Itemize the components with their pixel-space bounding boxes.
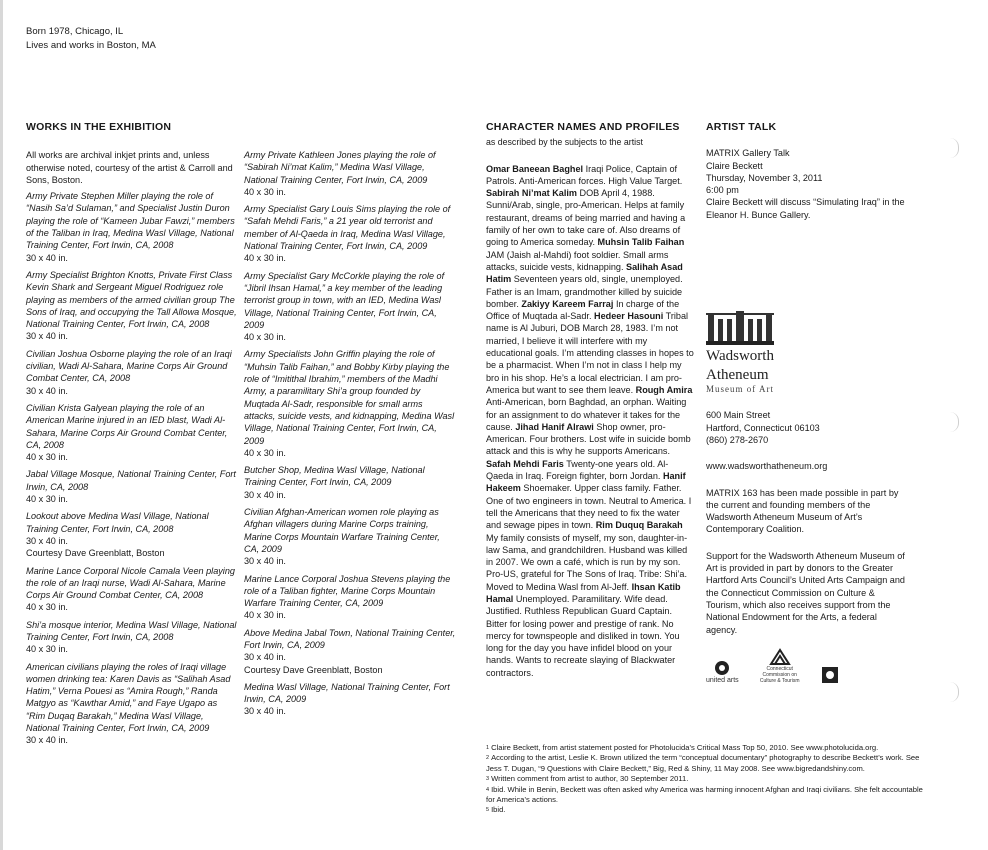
- work-dimensions: 30 x 40 in.: [26, 535, 68, 546]
- work-dimensions: 40 x 30 in.: [244, 186, 286, 197]
- work-dimensions: 40 x 30 in.: [244, 610, 286, 621]
- work-title: Civilian Joshua Osborne playing the role of an Iraqi civilian, Wadi Al-Sahara, Marine Corps Air Ground Combat Center, CA, 2008: [26, 348, 232, 384]
- works-list-2: [244, 149, 456, 718]
- address-line: (860) 278-2670: [706, 434, 769, 445]
- work-title: Army Specialists John Griffin playing the role of “Muhsin Talib Faihan,” and Bobby Kirby playing the role of “Imitithal Ibrahim,” members of the Madhi Army, a paramilitary Shi’a group founded by Muqtada Al-Sadr, responsible for small arms attacks, suicide vests, and kidnapping, Medina Wasl Village, National Training Center, Fort Irwin, CA, 2009: [244, 349, 455, 446]
- character-description: Tribal name is Al Juburi, DOB March 28, 1983. I’m not married, I believe it will interfere with my educational goals. I’m attending classes in hopes to be a pharmacist. When I’m not in class I help my bro in his shop. He’s a local electrician. I am pro-America but want to see them leave.: [486, 311, 694, 395]
- character-description: Seventeen years old, single, unemployed. Father is an Imam, grandmother killed by suicide bomber.: [486, 274, 683, 309]
- work-entry: [244, 203, 456, 264]
- work-title: Marine Lance Corporal Nicole Camala Veen playing the role of an Iraqi nurse, Wadi Al-Sahara, Marine Corps Air Ground Combat Center, CA, 2008: [26, 565, 235, 601]
- character-description: Shop owner, pro-American. Four brothers. Lost wife in suicide bomb attack and this is why he supports Americans.: [486, 421, 691, 457]
- work-entry: [244, 573, 456, 622]
- nea-icon: [821, 666, 839, 684]
- work-credit: Courtesy Dave Greenblatt, Boston: [244, 664, 383, 675]
- work-title: Civilian Krista Galyean playing the role of an American Marine injured in an IED blast, Wadi Al-Sahara, Marine Corps Air Ground Combat Center, CA, 2008: [26, 402, 228, 450]
- artist-talk-details: [706, 147, 908, 221]
- character-description: My family consists of myself, my son, daughter-in-law Sama, and grandchildren. Husband was killed in 2007. We own a café, which is run by my son. Pro-US, grateful for The Sons of Iraq. Tribe: Shi’a. Moved to Medina Wasl from Al-Jeff.: [486, 532, 688, 592]
- bio-residence: Lives and works in Boston, MA: [26, 40, 156, 51]
- talk-line: 6:00 pm: [706, 185, 739, 196]
- binding-mark: [950, 682, 959, 702]
- character-description: Unemployed. Paramilitary. Wife dead. Justified. Ruthless Republican Guard Captain. Bitter for losing power and prestige of rank. No mercy for townspeople and disliked in town. You long for the day you have infidel blood on your hands. Wants to recreate slaying of Blackwater contractors.: [486, 593, 680, 678]
- characters-column: [486, 121, 694, 679]
- work-dimensions: 40 x 30 in.: [26, 644, 68, 655]
- matrix-credit: MATRIX 163 has been made possible in part by the current and founding members of the Wadsworth Atheneum Museum of Art’s Contemporary Coalition.: [706, 487, 899, 535]
- character-name: Hedeer Hasouni: [594, 311, 664, 322]
- work-entry: [26, 402, 238, 463]
- work-entry: [244, 464, 456, 501]
- artist-bio: [26, 25, 156, 53]
- work-dimensions: 40 x 30 in.: [26, 494, 68, 505]
- talk-line: Thursday, November 3, 2011: [706, 172, 823, 183]
- work-entry: [26, 468, 238, 505]
- work-entry: [26, 565, 238, 614]
- work-entry: [244, 348, 456, 459]
- work-entry: [26, 190, 238, 264]
- character-name: Safah Mehdi Faris: [486, 458, 564, 469]
- work-dimensions: 30 x 40 in.: [244, 489, 286, 500]
- footnote: $^5$ Ibid.: [486, 805, 506, 815]
- museum-address: [706, 409, 908, 446]
- character-name: Ihsan Katib Hamal: [486, 581, 681, 604]
- work-dimensions: 30 x 40 in.: [26, 252, 68, 263]
- work-title: Jabal Village Mosque, National Training Center, Fort Irwin, CA, 2008: [26, 469, 236, 492]
- work-title: American civilians playing the roles of Iraqi village women drinking tea: Karen Davis as “Salihah Asad Hatim,” Verna Pouesi as “Amira Rough,” Randa Matgyo as “Kawthar Amid,” and Faye Ugapo as “Rim Duqaq Barakah,” Medina Wasl Village, National Training Center, Fort Irwin, CA, 2009: [26, 661, 231, 734]
- work-credit: Courtesy Dave Greenblatt, Boston: [26, 548, 165, 559]
- footnote: $^4$ Ibid. While in Benin, Beckett was often asked why America was harming innocent Afghan and Iraqi civilians. She felt accountable for America’s actions.: [486, 784, 923, 805]
- character-description: Twenty-one years old. Al-Qaeda in Iraq. Foreign fighter, born Jordan.: [486, 458, 669, 482]
- nea-logo: [821, 666, 839, 684]
- character-name: Omar Baneean Baghel: [486, 163, 584, 174]
- work-title: Above Medina Jabal Town, National Training Center, Fort Irwin, CA, 2009: [244, 627, 456, 650]
- work-title: Army Specialist Gary Louis Sims playing the role of “Safah Mehdi Faris,” a 21 year old terrorist and member of Al-Qaeda in Iraq, Medina Wasl Village, National Training Center, Fort Irwin, CA, 2009: [244, 204, 451, 252]
- work-dimensions: 40 x 30 in.: [26, 452, 68, 463]
- character-name: Zakiyy Kareem Farraj: [521, 298, 614, 309]
- work-entry: [26, 661, 238, 747]
- cct-icon: [769, 648, 791, 666]
- work-dimensions: 40 x 30 in.: [26, 602, 68, 613]
- character-name: Rim Duquq Barakah: [595, 520, 683, 531]
- works-list-1: [26, 190, 238, 746]
- artist-talk-heading: ARTIST TALK: [706, 121, 777, 133]
- work-entry: [26, 348, 238, 397]
- work-title: Army Specialist Gary McCorkle playing the role of “Jibril Ihsan Hamal,” a key member of the leading terrorist group in town, with an IED, Medina Wasl Village, National Training Center, Fort Irwin, CA, 2009: [244, 270, 445, 330]
- character-description: JAM (Jaish al-Mahdi) foot soldier. Small arms attacks, suicide vests, kidnapping.: [486, 249, 669, 272]
- footnote: $^2$ According to the artist, Leslie K. Brown utilized the term “conceptual documentary” photography to describe Beckett’s work. See Jess T. Dugan, “9 Questions with Claire Beckett,” Big, Red & Shiny, 11 May 2008. See www.bigredandshiny.com.: [486, 753, 920, 773]
- works-column-2: [244, 149, 456, 723]
- talk-line: MATRIX Gallery Talk: [706, 148, 790, 159]
- address-line: 600 Main Street: [706, 410, 771, 421]
- work-title: Army Specialist Brighton Knotts, Private First Class Kevin Shark and Sergeant Miguel Rodriguez role playing as members of the armed civilian group The Sons of Iraq, and occupying the Tall Allowa Mosque, National Training Center, Fort Irwin, CA, 2008: [26, 269, 237, 330]
- footnotes: [486, 743, 926, 816]
- works-intro: All works are archival inkjet prints and, unless otherwise noted, courtesy of the artist & Carroll and Sons, Boston.: [26, 150, 233, 185]
- work-dimensions: 30 x 40 in.: [244, 706, 286, 717]
- work-title: Medina Wasl Village, National Training Center, Fort Irwin, CA, 2009: [244, 681, 450, 705]
- work-dimensions: 40 x 30 in.: [244, 447, 286, 458]
- work-title: Lookout above Medina Wasl Village, National Training Center, Fort Irwin, CA, 2008: [26, 511, 209, 534]
- museum-website: www.wadsworthatheneum.org: [706, 461, 828, 472]
- character-description: Shoemaker. Upper class family. Father. One of two engineers in town. Neutral to America. I tell the Americans that they need to fix the water and sewage pipes in town.: [486, 483, 692, 531]
- footnote: $^1$ Claire Beckett, from artist statement posted for Photolucida’s Critical Mass Top 50, 2010. See www.photolucida.org.: [486, 743, 879, 752]
- united-arts-logo: [706, 660, 739, 684]
- artist-talk-column: [706, 121, 908, 684]
- work-entry: [26, 510, 238, 559]
- work-title: Army Private Stephen Miller playing the role of “Nasih Sa’d Sulaman,” and Specialist Justin Duron playing the role of “Kameen Jubar Fawzi,” members of the Taliban in Iraq, Medina Wasl Village, National Training Center, Fort Irwin, CA, 2008: [26, 191, 235, 251]
- support-credit: Support for the Wadsworth Atheneum Museum of Art is provided in part by donors to the Greater Hartford Arts Council’s United Arts Campaign and the Connecticut Commission on Culture & Tourism, which also receives support from the National Endowment for the Arts, a federal agency.: [706, 550, 905, 635]
- logo-wordmark-1: Wadsworth: [706, 348, 774, 365]
- character-profiles: [486, 163, 694, 679]
- sponsor-logos: [706, 648, 908, 684]
- work-entry: [244, 270, 456, 344]
- museum-building-icon: [706, 309, 774, 345]
- talk-line: Claire Beckett will discuss “Simulating Iraq” in the Eleanor H. Bunce Gallery.: [706, 197, 905, 220]
- work-title: Marine Lance Corporal Joshua Stevens playing the role of a Taliban fighter, Marine Corps Mountain Warfare Training Center, CA, 2009: [244, 573, 451, 609]
- page-spine: [0, 0, 3, 850]
- work-entry: [244, 506, 456, 567]
- work-dimensions: 30 x 40 in.: [244, 556, 286, 567]
- cct-name: Connecticut Commission on Culture & Tourism: [759, 665, 800, 684]
- cct-logo: [755, 648, 805, 684]
- work-dimensions: 40 x 30 in.: [244, 332, 286, 343]
- character-description: In charge of the Office of Muqtada al-Sadr.: [486, 298, 680, 322]
- work-title: Butcher Shop, Medina Wasl Village, National Training Center, Fort Irwin, CA, 2009: [244, 465, 425, 488]
- binding-mark: [950, 138, 959, 158]
- work-dimensions: 30 x 40 in.: [26, 331, 68, 342]
- work-entry: [26, 269, 238, 343]
- work-entry: [26, 619, 238, 656]
- united-arts-name: united arts: [706, 676, 739, 684]
- character-name: Rough Amira: [635, 384, 693, 395]
- work-dimensions: 30 x 40 in.: [26, 385, 68, 396]
- work-dimensions: 30 x 40 in.: [26, 735, 68, 746]
- character-name: Muhsin Talib Faihan: [597, 237, 685, 248]
- work-dimensions: 40 x 30 in.: [244, 253, 286, 264]
- character-description: DOB April 4, 1988. Sunni/Arab, single, pro-American. Helps at family restaurant, dreams of being married and having a family of her own to take care of. Also dreams of going to America someday.: [486, 188, 686, 248]
- address-line: Hartford, Connecticut 06103: [706, 422, 820, 433]
- work-title: Army Private Kathleen Jones playing the role of “Sabirah Ni’mat Kalim,” Medina Wasl Village, National Training Center, Fort Irwin, CA, 2009: [244, 150, 436, 185]
- bio-birth: Born 1978, Chicago, IL: [26, 26, 124, 37]
- characters-heading: CHARACTER NAMES AND PROFILES: [486, 121, 680, 133]
- footnote: $^3$ Written comment from artist to author, 30 September 2011.: [486, 774, 689, 784]
- work-entry: [244, 627, 456, 676]
- binding-mark: [950, 412, 959, 432]
- character-name: Salihah Asad Hatim: [486, 261, 683, 285]
- character-description: Iraqi Police, Captain of Patrols. Anti-American forces. High Value Target.: [486, 163, 683, 186]
- work-title: Civilian Afghan-American women role playing as Afghan villagers during Marine Corps training, Marine Corps Mountain Warfare Training Center, CA, 2009: [244, 507, 440, 554]
- works-column-1: [26, 121, 238, 752]
- work-entry: [244, 681, 456, 718]
- work-entry: [244, 149, 456, 198]
- talk-line: Claire Beckett: [706, 160, 763, 171]
- character-description: Anti-American, born Baghdad, an orphan. Waiting for an assignment to do whatever it takes for the cause.: [486, 397, 687, 432]
- work-title: Shi’a mosque interior, Medina Wasl Village, National Training Center, Fort Irwin, CA, 2008: [26, 619, 237, 642]
- united-arts-icon: [714, 660, 730, 676]
- character-name: Sabirah Ni’mat Kalim: [486, 188, 577, 199]
- logo-subtitle: Museum of Art: [706, 384, 774, 395]
- logo-wordmark-2: Atheneum: [706, 367, 769, 384]
- character-name: Hanif Hakeem: [486, 471, 686, 494]
- works-heading: WORKS IN THE EXHIBITION: [26, 121, 172, 133]
- character-name: Jihad Hanif Alrawi: [515, 421, 594, 432]
- characters-subhead: as described by the subjects to the artist: [486, 137, 643, 148]
- wadsworth-logo: [706, 309, 776, 395]
- work-dimensions: 30 x 40 in.: [244, 652, 286, 663]
